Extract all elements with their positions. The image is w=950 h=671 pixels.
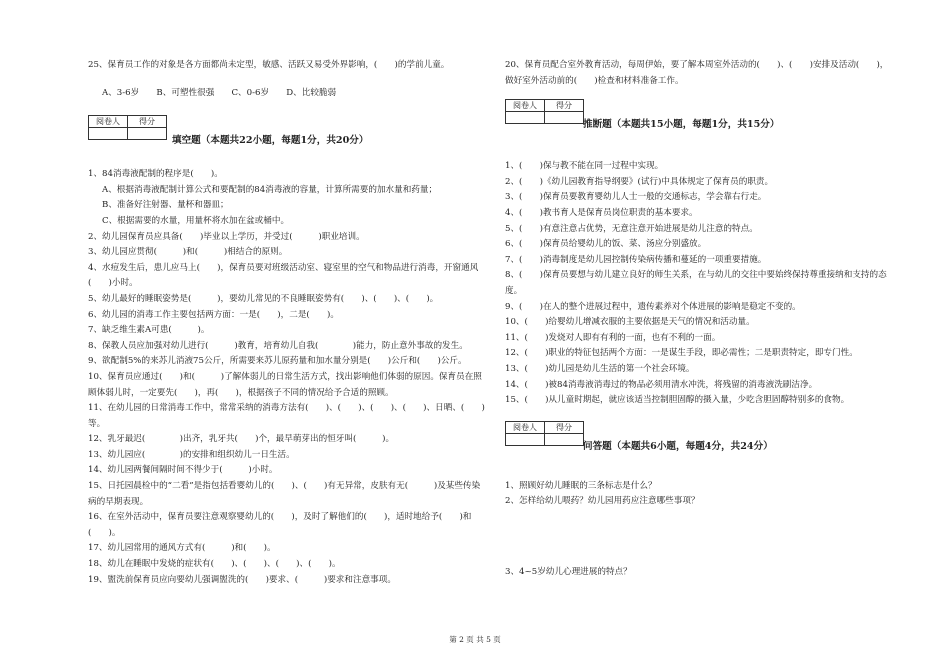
question-25-options: A、3-6岁 B、可塑性很强 C、0-6岁 D、比较脆弱 (102, 87, 337, 98)
list-item: 15、日托园晨检中的“二看”是指包括看婴幼儿的( )、( )有无异常，皮肤有无( )及某些传染病的早期表现。 (88, 481, 481, 507)
list-item: 1、( )保与教不能在同一过程中实现。 (505, 161, 664, 172)
grader-label: 阅卷人 (506, 100, 545, 112)
list-item: 12、乳牙最迟( )出齐，乳牙共( )个，最早萌芽出的恒牙叫( )。 (88, 434, 395, 445)
list-item: B、准备好注射器、量杯和器皿； (102, 200, 229, 211)
list-item: 14、幼儿园两餐间隔时间不得少于( )小时。 (88, 465, 278, 476)
list-item: 6、( )保育员给婴幼儿的饭、菜、汤应分别盛放。 (505, 239, 707, 250)
score-label: 得分 (545, 100, 584, 112)
score-box (88, 115, 167, 140)
list-item: 3、( )保育员要教育婴幼儿人士一般的交通标志，学会靠右行走。 (505, 192, 767, 203)
list-item: 19、盥洗前保育员应向要幼儿强调盥洗的( )要求、( )要求和注意事项。 (88, 574, 396, 585)
list-item: 7、缺乏维生素A可患( )。 (88, 325, 210, 336)
list-item: 14、( )被84消毒液消毒过的物品必须用清水冲洗，将残留的消毒液洗刷洁净。 (505, 379, 818, 390)
fill-section-title: 填空题（本题共22小题，每题1分，共20分） (172, 135, 369, 147)
list-item: 2、( )《幼儿园教育指导纲要》(试行)中具体规定了保育员的职责。 (505, 176, 774, 187)
grader-label: 阅卷人 (506, 421, 545, 433)
list-item: 10、( )给婴幼儿增减衣服的主要依据是天气的情况和活动量。 (505, 317, 755, 328)
list-item: 4、水痘发生后，患儿应马上( )，保育员要对班级活动室、寝室里的空气和物品进行消毒，开窗通风( )小时。 (88, 262, 479, 289)
score-label: 得分 (128, 116, 167, 128)
list-item: 13、( )幼儿园是幼儿生活的第一个社会环境。 (505, 363, 695, 374)
list-item: 16、在室外活动中，保育员要注意观察婴幼儿的( )，及时了解他们的( )，适时地给予( )和( )。 (88, 512, 472, 538)
list-item: 3、幼儿园应贯彻( )和( )相结合的原则。 (88, 247, 288, 258)
list-item: 9、( )在人的整个进展过程中，遗传素养对个体进展的影响是稳定不变的。 (505, 301, 801, 312)
score-label: 得分 (545, 421, 584, 433)
score-box (505, 421, 584, 446)
list-item: 9、欲配制5%的来苏儿消液75公斤，所需要来苏儿原药量和加水量分别是( )公斤和( )公斤。 (88, 356, 467, 367)
grader-label: 阅卷人 (89, 116, 128, 128)
page-footer: 第 2 页 共 5 页 (449, 635, 501, 644)
list-item: 18、幼儿在睡眠中发烧的症状有( )、( )、( )、( )。 (88, 559, 341, 570)
right-column (505, 58, 895, 580)
list-item: 12、( )职业的特征包括两个方面：一是谋生手段，即必需性；二是职责特定，即专门性。 (505, 348, 858, 359)
judge-section-title: 推断题（本题共15小题，每题1分，共15分） (583, 119, 780, 131)
list-item: 13、幼儿园应( )的安排和组织幼儿一日生活。 (88, 449, 295, 460)
list-item: 6、幼儿园的消毒工作主要包括两方面：一是( )，二是( )。 (88, 309, 339, 320)
judge-question-list (505, 159, 895, 409)
list-item: C、根据需要的水量，用量杯将水加在盆或桶中。 (102, 215, 290, 226)
score-box (505, 99, 584, 124)
fill-question-list (88, 167, 488, 588)
qa-section-title: 问答题（本题共6小题，每题4分，共24分） (583, 440, 773, 452)
list-item: 8、( )保育员要想与幼儿建立良好的师生关系，在与幼儿的交往中要始终保持尊重接纳和支持的态度。 (505, 270, 887, 296)
left-column (88, 58, 488, 588)
list-item: 3、4~5岁幼儿心理进展的特点？ (505, 566, 632, 577)
list-item: 5、( )有意注意占优势，无意注意开始进展是幼儿注意的特点。 (505, 223, 758, 234)
list-item: 7、( )消毒制度是幼儿园控制传染病传播和蔓延的一项重要措施。 (505, 254, 767, 265)
list-item: 2、幼儿园保育员应具备( )毕业以上学历，并受过( )职业培训。 (88, 231, 365, 242)
list-item: 11、( )发烧对人即有有利的一面，也有不利的一面。 (505, 332, 721, 343)
qa-section-header (505, 421, 895, 459)
list-item: 4、( )教书育人是保育员岗位职责的基本要求。 (505, 207, 698, 218)
list-item: 1、84消毒液配制的程序是( )。 (88, 169, 223, 180)
list-item: 10、保育员应通过( )和( )了解体弱儿的日常生活方式，找出影响他们体弱的原因。保育员在照顾体弱儿时，一定要先( )，再( )，根据孩子不同的情况给予合适的照顾。 (88, 371, 482, 398)
list-item: 11、在幼儿园的日常消毒工作中，常常采纳的消毒方法有( )、( )、( )、( )、日晒、( )等。 (88, 403, 485, 429)
list-item: 17、幼儿园常用的通风方式有( )和( )。 (88, 543, 276, 554)
list-item: 8、保教人员应加强对幼儿进行( )教育，培育幼儿自我( )能力，防止意外事故的发生。 (88, 340, 468, 351)
list-item: 5、幼儿最好的睡眠姿势是( )，要幼儿常见的不良睡眠姿势有( )、( )、( )。 (88, 293, 439, 304)
qa-question-list (505, 479, 895, 581)
list-item: 15、( )从儿童时期起，就应该适当控制胆固醇的摄入量，少吃含胆固醇特别多的食物。 (505, 395, 850, 406)
fill-section-header (88, 115, 488, 153)
question-25: 25、保育员工作的对象是各方面都尚未定型，敏感、活跃又易受外界影响，( )的学前儿童。 (88, 60, 450, 70)
judge-section-header (505, 99, 895, 137)
list-item: 1、照顾好幼儿睡眠的三条标志是什么？ (505, 480, 657, 491)
list-item: A、根据消毒液配制计算公式和要配制的84消毒液的容量，计算所需要的加水量和药量； (102, 184, 438, 195)
question-20: 20、保育员配合室外教育活动，每周伊始，要了解本周室外活动的( )、( )安排及活动( )，做好室外活动前的( )检查和材料准备工作。 (505, 60, 889, 86)
list-item: 2、怎样给幼儿喂药？幼儿园用药应注意哪些事项？ (505, 496, 700, 507)
